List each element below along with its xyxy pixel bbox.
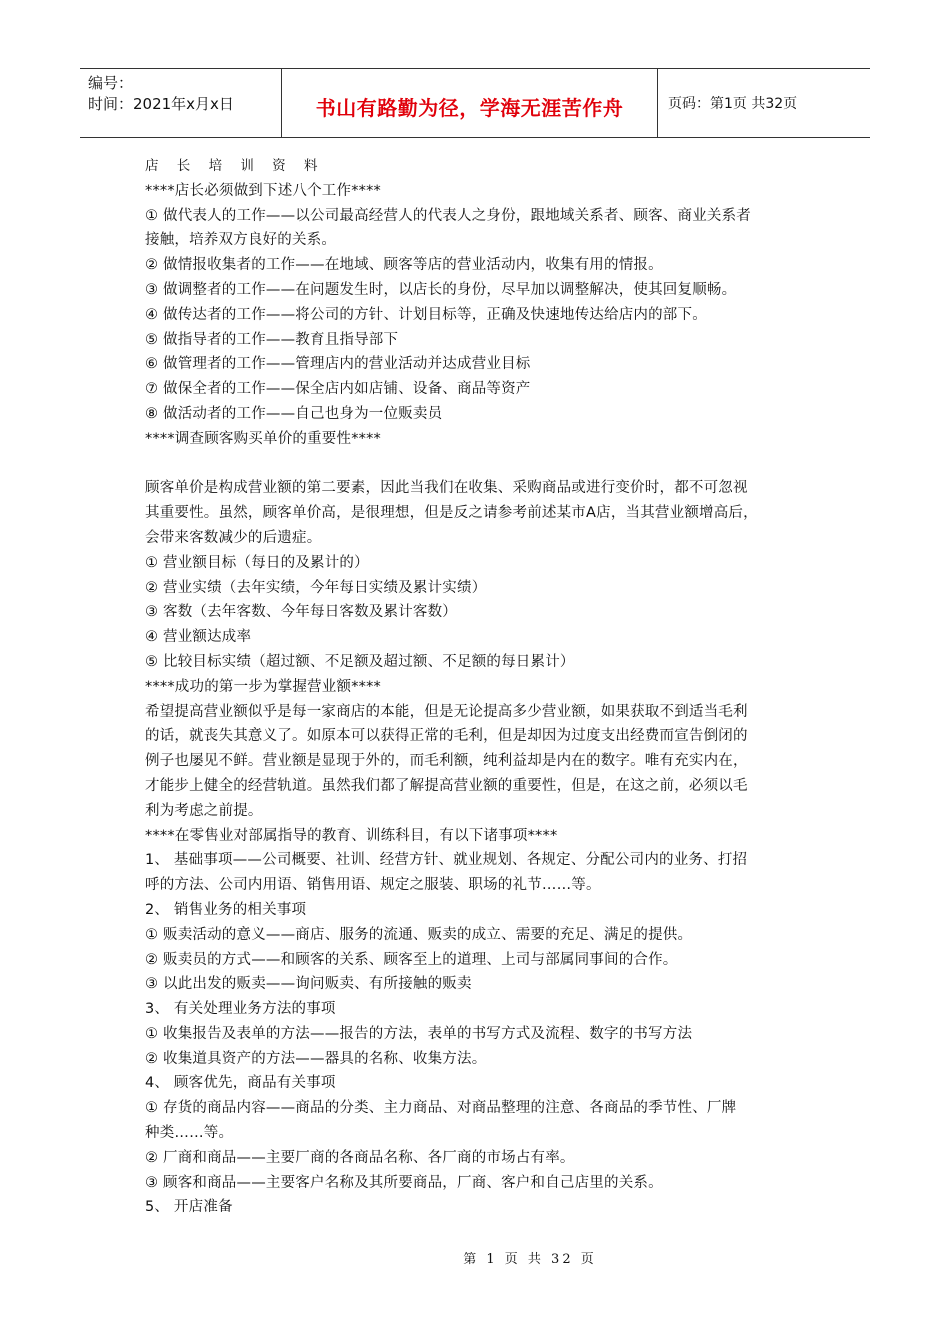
text-line: ③ 顾客和商品——主要客户名称及其所要商品，厂商、客户和自己店里的关系。 (145, 1174, 663, 1191)
text-line: ⑦ 做保全者的工作——保全店内如店铺、设备、商品等资产 (145, 381, 531, 398)
text-line: ② 收集道具资产的方法——器具的名称、收集方法。 (145, 1050, 487, 1067)
text-line: 呼的方法、公司内用语、销售用语、规定之服装、职场的礼节……等。 (145, 877, 601, 894)
text-line: ② 营业实绩（去年实绩，今年每日实绩及累计实绩） (145, 579, 487, 596)
text-line: 接触，培养双方良好的关系。 (145, 232, 337, 249)
page-footer: 第 1 页 共 32 页 (463, 1252, 597, 1267)
text-line: ****在零售业对部属指导的教育、训练科目，有以下诸事项**** (145, 827, 558, 844)
text-line: ③ 以此出发的贩卖——询问贩卖、有所接触的贩卖 (145, 976, 472, 993)
document-title: 店 长 培 训 资 料 (145, 158, 325, 174)
text-line: 希望提高营业额似乎是每一家商店的本能，但是无论提高多少营业额，如果获取不到适当毛利 (145, 703, 748, 720)
text-line: ****调查顾客购买单价的重要性**** (145, 430, 381, 447)
text-line: ⑧ 做活动者的工作——自己也身为一位贩卖员 (145, 405, 443, 422)
text-line: ④ 营业额达成率 (145, 629, 252, 646)
header-meta (80, 69, 282, 137)
text-line: 种类……等。 (145, 1125, 234, 1142)
document-body (145, 154, 817, 1220)
document-date: 时间：2021年x月x日 (88, 95, 234, 113)
page-header (80, 68, 870, 138)
text-line: ① 收集报告及表单的方法——报告的方法，表单的书写方式及流程、数字的书写方法 (145, 1025, 693, 1042)
text-line: ④ 做传达者的工作——将公司的方针、计划目标等，正确及快速地传达给店内的部下。 (145, 306, 707, 323)
text-line (145, 452, 817, 477)
text-line: 2、 销售业务的相关事项 (145, 901, 307, 918)
text-line: 1、 基础事项——公司概要、社训、经营方针、就业规划、各规定、分配公司内的业务、打招 (145, 852, 748, 869)
text-line: ② 贩卖员的方式——和顾客的关系、顾客至上的道理、上司与部属同事间的合作。 (145, 951, 678, 968)
text-line: ⑤ 做指导者的工作——教育且指导部下 (145, 331, 399, 348)
text-line: ② 做情报收集者的工作——在地域、顾客等店的营业活动内，收集有用的情报。 (145, 257, 663, 274)
text-line: 才能步上健全的经营轨道。虽然我们都了解提高营业额的重要性，但是，在这之前，必须以毛 (145, 777, 748, 794)
text-line: 4、 顾客优先，商品有关事项 (145, 1075, 336, 1092)
text-line: 3、 有关处理业务方法的事项 (145, 1001, 336, 1018)
text-line: ① 做代表人的工作——以公司最高经营人的代表人之身份，跟地域关系者、顾客、商业关系者 (145, 207, 752, 224)
text-line: 5、 开店准备 (145, 1199, 233, 1216)
text-line: 的话，就丧失其意义了。如原本可以获得正常的毛利，但是却因为过度支出经费而宣告倒闭的 (145, 728, 748, 745)
document-number-label: 编号： (88, 74, 134, 92)
text-line: ⑤ 比较目标实绩（超过额、不足额及超过额、不足额的每日累计） (145, 653, 575, 670)
text-line: ****成功的第一步为掌握营业额**** (145, 678, 381, 695)
text-line: 其重要性。虽然，顾客单价高，是很理想，但是反之请参考前述某市A店，当其营业额增高后， (145, 505, 758, 522)
text-line: ****店长必须做到下述八个工作**** (145, 182, 381, 199)
text-line: ③ 客数（去年客数、今年每日客数及累计客数） (145, 604, 458, 621)
text-line: ⑥ 做管理者的工作——管理店内的营业活动并达成营业目标 (145, 356, 531, 373)
text-line: 顾客单价是构成营业额的第二要素，因此当我们在收集、采购商品或进行变价时，都不可忽视 (145, 480, 748, 497)
text-line: 会带来客数减少的后遗症。 (145, 529, 322, 546)
header-page-info: 页码：第1页 共32页 (668, 96, 798, 112)
text-line: 例子也屡见不鲜。营业额是显现于外的，而毛利额，纯利益却是内在的数字。唯有充实内在， (145, 753, 748, 770)
motto-text: 书山有路勤为径，学海无涯苦作舟 (315, 95, 624, 120)
text-line: 利为考虑之前提。 (145, 802, 263, 819)
header-motto-cell (282, 69, 658, 137)
text-line: ① 贩卖活动的意义——商店、服务的流通、贩卖的成立、需要的充足、满足的提供。 (145, 926, 693, 943)
text-line: ② 厂商和商品——主要厂商的各商品名称、各厂商的市场占有率。 (145, 1149, 575, 1166)
text-line: ① 营业额目标（每日的及累计的） (145, 554, 369, 571)
text-line: ③ 做调整者的工作——在问题发生时，以店长的身份，尽早加以调整解决，使其回复顺畅。 (145, 281, 737, 298)
text-line: ① 存货的商品内容——商品的分类、主力商品、对商品整理的注意、各商品的季节性、厂牌 (145, 1100, 737, 1117)
